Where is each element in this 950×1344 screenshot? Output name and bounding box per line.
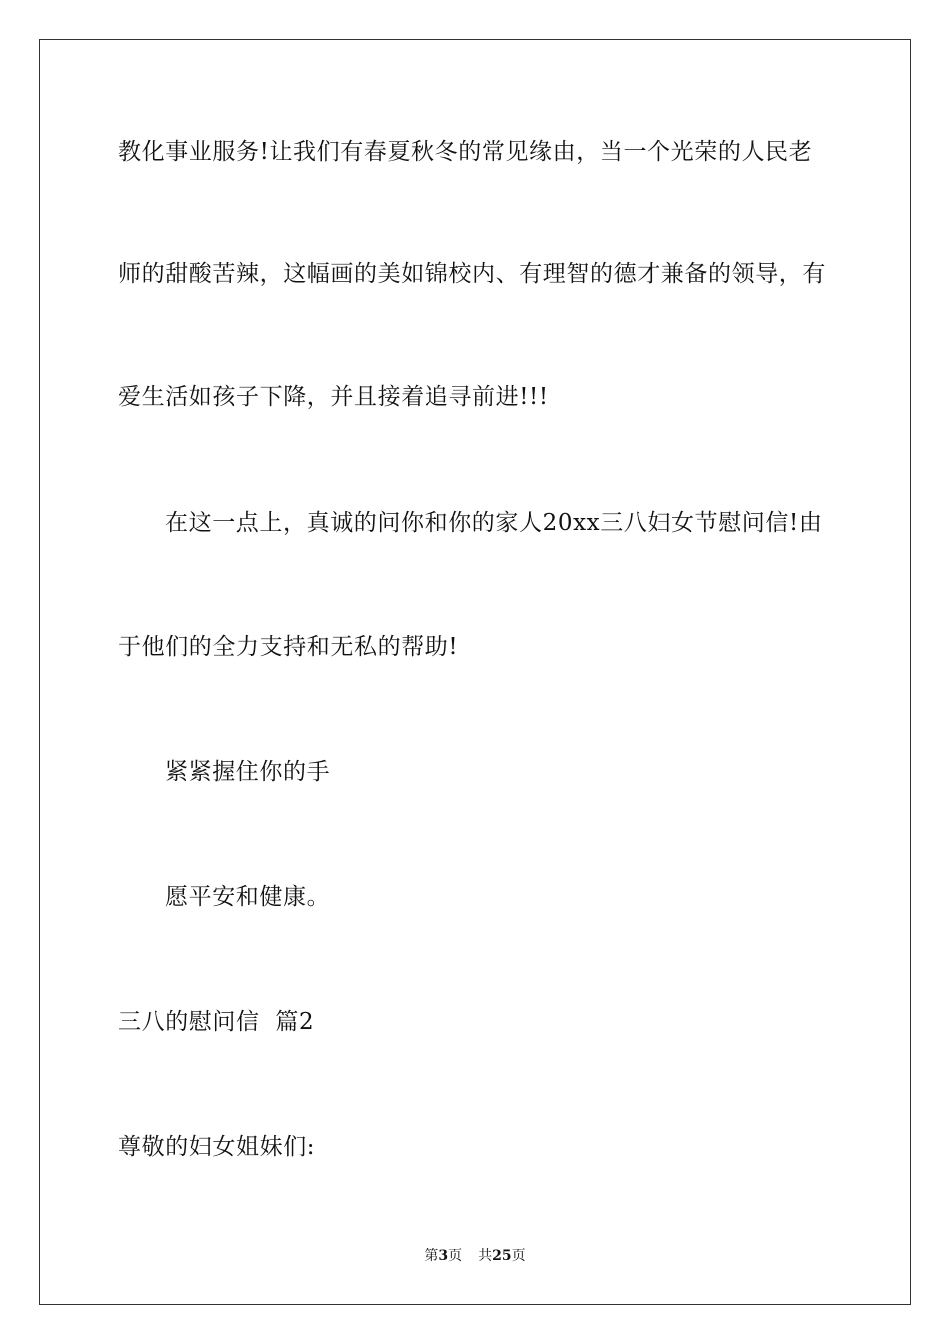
section-heading: 三八的慰问信 篇2 — [118, 1009, 315, 1035]
total-pages: 25 — [492, 1248, 512, 1264]
paragraph-line-2: 紧紧握住你的手 — [165, 759, 331, 785]
text-line-1: 教化事业服务!让我们有春夏秋冬的常见缘由，当一个光荣的人民老 — [118, 139, 813, 165]
paragraph-line-1: 在这一点上，真诚的问你和你的家人20xx三八妇女节慰问信!由 — [165, 510, 823, 536]
text-line-4: 于他们的全力支持和无私的帮助! — [118, 634, 459, 660]
page-frame — [39, 39, 911, 1305]
page-prefix: 第 — [424, 1248, 439, 1264]
text-line-2: 师的甜酸苦辣，这幅画的美如锦校内、有理智的德才兼备的领导，有 — [118, 261, 826, 287]
salutation: 尊敬的妇女姐妹们: — [118, 1134, 316, 1160]
total-suffix: 页 — [511, 1248, 526, 1264]
page-footer — [0, 1247, 950, 1265]
page-number: 3 — [438, 1248, 449, 1264]
text-line-3: 爱生活如孩子下降，并且接着追寻前进!!! — [118, 384, 549, 410]
page-suffix: 页 — [448, 1248, 463, 1264]
paragraph-line-3: 愿平安和健康。 — [165, 884, 331, 910]
total-prefix: 共 — [478, 1248, 493, 1264]
